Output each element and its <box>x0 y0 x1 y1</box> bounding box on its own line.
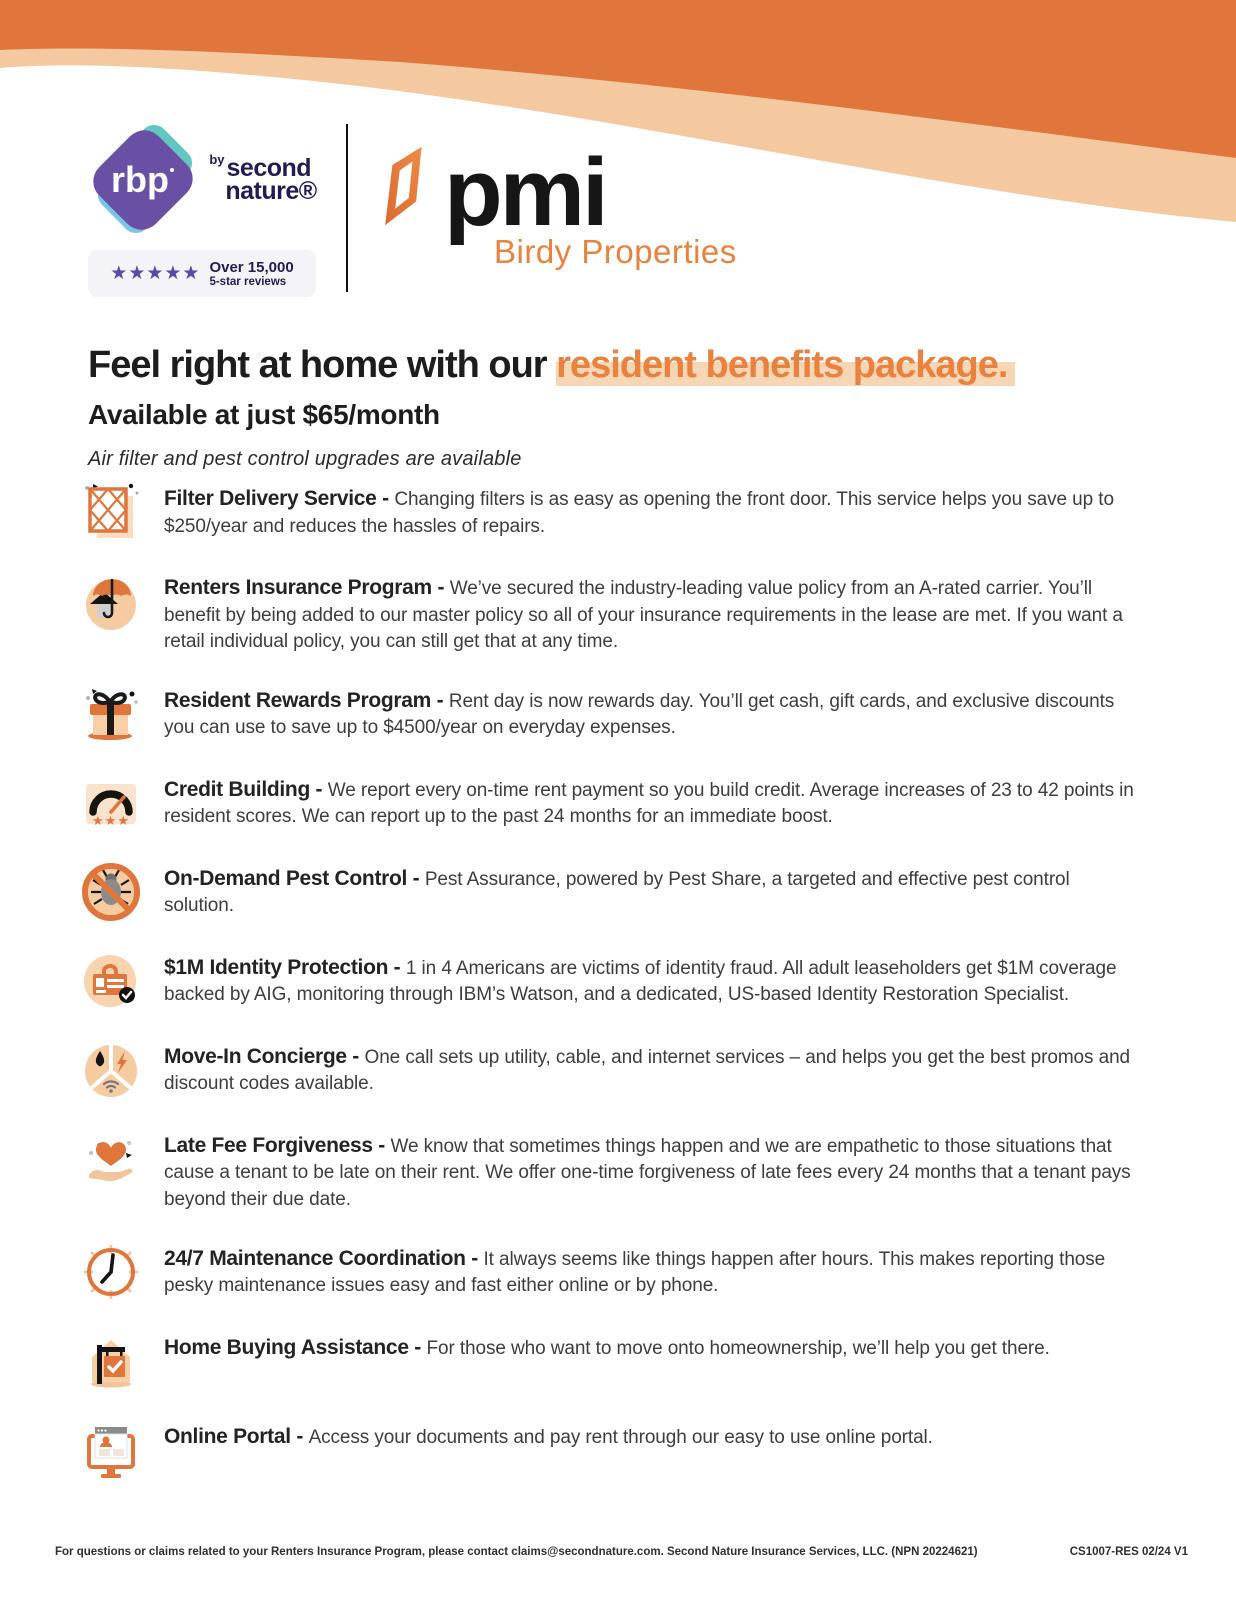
benefit-title: 24/7 Maintenance Coordination - <box>164 1246 484 1270</box>
house-sign-icon <box>80 1330 142 1392</box>
svg-text:★★★: ★★★ <box>92 812 130 828</box>
footer <box>55 1546 1188 1558</box>
benefit-item-renters-insurance <box>80 570 1144 656</box>
by-label: by <box>209 152 225 167</box>
benefit-item-credit-building <box>80 772 1144 834</box>
pmi-wordmark: pmi <box>444 138 606 246</box>
svg-text:rbp: rbp <box>111 159 170 200</box>
rbp-diamond-icon <box>87 118 199 242</box>
title-prefix: Feel right at home with our <box>88 344 557 386</box>
benefit-text <box>164 1419 933 1452</box>
benefit-text <box>164 1241 1144 1300</box>
benefit-text <box>164 570 1144 656</box>
pmi-mark-icon <box>378 145 436 227</box>
benefit-title: Move-In Concierge - <box>164 1044 365 1068</box>
benefit-text <box>164 1039 1144 1098</box>
benefits-list <box>80 481 1144 1481</box>
brand-word-second: second <box>226 154 312 182</box>
utilities-pie-icon <box>80 1039 142 1101</box>
reviews-badge <box>88 250 316 297</box>
benefit-title: Filter Delivery Service - <box>164 487 395 510</box>
benefit-title: Home Buying Assistance - <box>164 1335 427 1359</box>
pmi-logo <box>378 138 737 271</box>
rbp-second-nature-logo <box>88 118 316 297</box>
benefit-title: Credit Building - <box>164 777 328 801</box>
title-block <box>88 344 1176 471</box>
benefit-text <box>164 481 1144 540</box>
clock-icon <box>80 1241 142 1303</box>
benefit-title: Late Fee Forgiveness - <box>164 1133 391 1157</box>
benefit-title: Online Portal - <box>164 1424 309 1448</box>
benefit-text <box>164 1128 1144 1214</box>
umbrella-house-icon <box>80 570 142 632</box>
benefit-item-filter-delivery <box>80 481 1144 543</box>
benefit-item-home-buying <box>80 1330 1144 1392</box>
benefit-text <box>164 772 1144 831</box>
monitor-portal-icon <box>80 1419 142 1481</box>
benefit-item-resident-rewards <box>80 683 1144 745</box>
benefit-title: Resident Rewards Program - <box>164 688 449 712</box>
second-nature-wordmark <box>209 152 317 205</box>
benefit-item-pest-control <box>80 861 1144 923</box>
benefit-item-online-portal <box>80 1419 1144 1481</box>
air-filter-icon <box>80 481 142 543</box>
no-pests-icon <box>80 861 142 923</box>
gift-box-icon <box>80 683 142 745</box>
benefit-description: One call sets up utility, cable, and internet services – and helps you get the best promos and discount codes available. <box>164 1046 1131 1095</box>
benefit-description: We report every on-time rent payment so you build credit. Average increases of 23 to 42 points in resident scores. We can report up to the past 24 months for an immediate boost. <box>164 779 1134 828</box>
benefit-item-late-fee-forgiveness <box>80 1128 1144 1214</box>
reviews-count: Over 15,000 <box>209 259 294 276</box>
heart-in-hand-icon <box>80 1128 142 1190</box>
benefit-item-maintenance <box>80 1241 1144 1303</box>
benefit-description: We know that sometimes things happen and we are empathetic to those situations that cause a tenant to be late on their rent. We offer one-time forgiveness of late fees every 24 months that a tenant pays beyond their due date. <box>164 1135 1131 1210</box>
identity-card-icon <box>80 950 142 1012</box>
footer-disclaimer: For questions or claims related to your Renters Insurance Program, please contact claims@secondnature.com. Second Nature Insurance Services, LLC. (NPN 20224621) <box>55 1546 978 1558</box>
benefit-description: Rent day is now rewards day. You’ll get cash, gift cards, and exclusive discounts you can use to save up to $4500/year on everyday expenses. <box>164 690 1115 739</box>
title-highlight: resident benefits package. <box>556 344 1015 386</box>
benefit-title: On-Demand Pest Control - <box>164 866 425 890</box>
brand-word-nature: nature® <box>225 177 317 205</box>
benefit-description: It always seems like things happen after hours. This makes reporting those pesky maintenance issues easy and fast either online or by phone. <box>164 1248 1106 1297</box>
benefit-description: Pest Assurance, powered by Pest Share, a targeted and effective pest control solution. <box>164 868 1070 917</box>
page-title <box>88 344 1176 387</box>
benefit-text <box>164 1330 1050 1363</box>
benefit-item-move-in-concierge <box>80 1039 1144 1101</box>
footer-doc-code: CS1007-RES 02/24 V1 <box>1069 1546 1188 1558</box>
header-logos <box>88 118 737 297</box>
benefit-title: $1M Identity Protection - <box>164 955 406 979</box>
credit-gauge-icon <box>80 772 142 834</box>
benefit-text <box>164 950 1144 1009</box>
benefit-description: We’ve secured the industry-leading value policy from an A-rated carrier. You’ll benefit by being added to our master policy so all of your insurance requirements in the lease are met. If you want a retail individual policy, you can still get that at any time. <box>164 578 1123 653</box>
pmi-subtext: Birdy Properties <box>494 232 737 270</box>
benefit-description: 1 in 4 Americans are victims of identity fraud. All adult leaseholders get $1M coverage backed by AIG, monitoring through IBM’s Watson, and a dedicated, US-based Identity Restoration Specialist. <box>164 957 1117 1006</box>
reviews-caption: 5-star reviews <box>209 276 287 288</box>
benefit-description: For those who want to move onto homeownership, we’ll help you get there. <box>426 1337 1050 1359</box>
upgrades-note: Air filter and pest control upgrades are available <box>88 448 522 470</box>
logo-divider <box>346 124 348 292</box>
benefit-description: Access your documents and pay rent through our easy to use online portal. <box>308 1426 933 1448</box>
price-subtitle: Available at just $65/month <box>88 399 440 430</box>
five-stars-icon: ★★★★★ <box>110 263 201 284</box>
benefit-item-identity-protection <box>80 950 1144 1012</box>
benefit-description: Changing filters is as easy as opening the front door. This service helps you save up to $250/year and reduces the hassles of repairs. <box>164 489 1114 537</box>
benefit-text <box>164 861 1144 920</box>
benefit-title: Renters Insurance Program - <box>164 576 450 599</box>
benefit-text <box>164 683 1144 742</box>
